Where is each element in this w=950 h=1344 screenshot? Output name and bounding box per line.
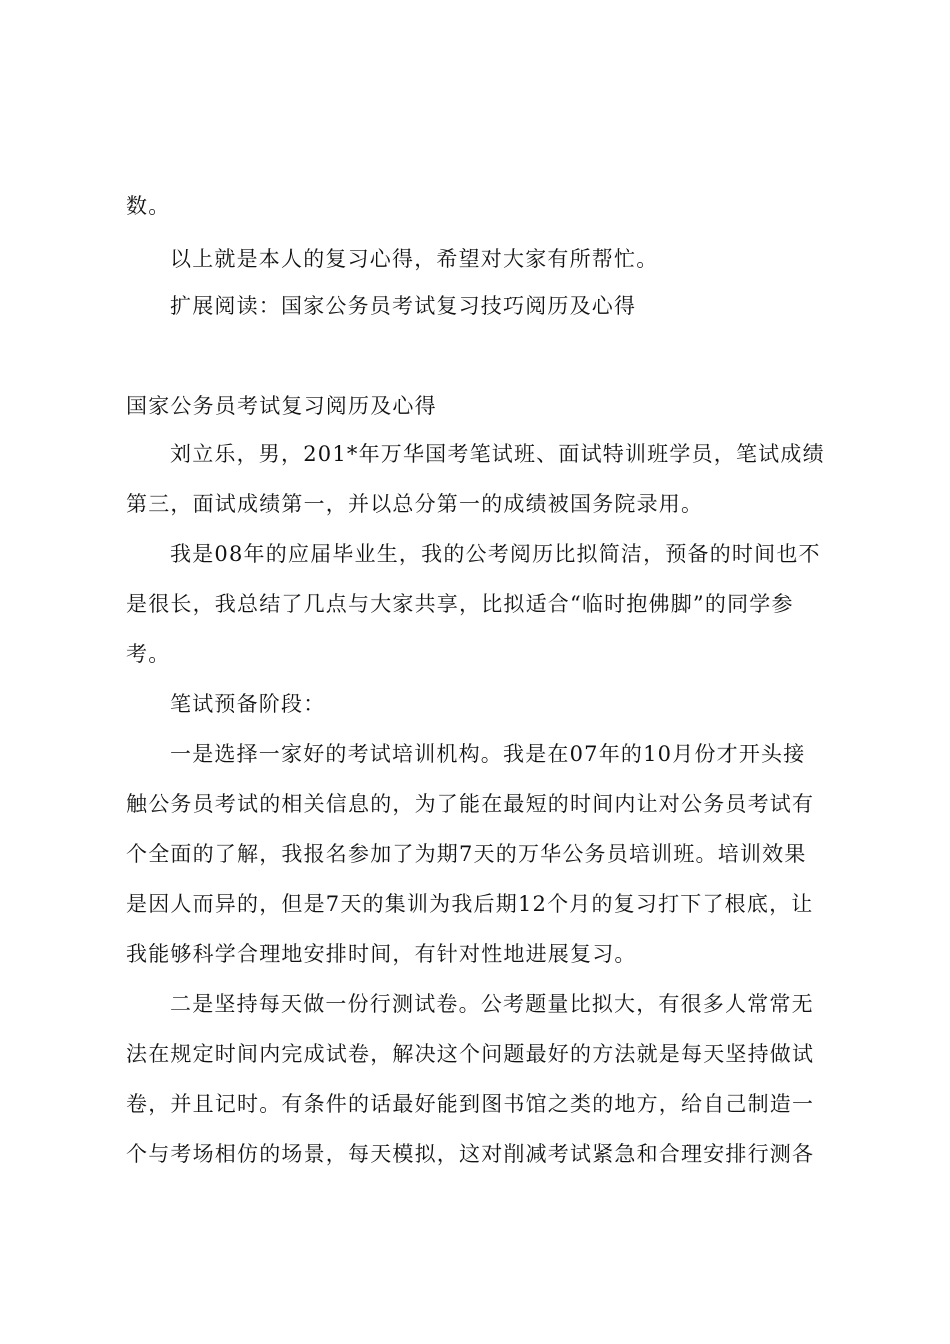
text-line: 是因人而异的，但是7天的集训为我后期12个月的复习打下了根底，让 — [126, 892, 814, 916]
text-line: 一是选择一家好的考试培训机构。我是在07年的10月份才开头接 — [170, 742, 806, 766]
text-line: 卷，并且记时。有条件的话最好能到图书馆之类的地方，给自己制造一 — [126, 1092, 815, 1116]
text-line: 考。 — [126, 642, 171, 666]
text-line: 刘立乐，男，201*年万华国考笔试班、面试特训班学员，笔试成绩 — [170, 442, 825, 466]
text-line: 法在规定时间内完成试卷，解决这个问题最好的方法就是每天坚持做试 — [126, 1042, 815, 1066]
text-line: 个与考场相仿的场景，每天模拟，这对削减考试紧急和合理安排行测各 — [126, 1142, 815, 1166]
text-line: 二是坚持每天做一份行测试卷。公考题量比拟大，有很多人常常无 — [170, 992, 814, 1016]
section-title: 国家公务员考试复习阅历及心得 — [126, 394, 437, 418]
text-line: 我能够科学合理地安排时间，有针对性地进展复习。 — [126, 942, 637, 966]
text-line: 以上就是本人的复习心得，希望对大家有所帮忙。 — [170, 247, 659, 271]
text-line: 数。 — [126, 194, 171, 218]
text-line: 触公务员考试的相关信息的，为了能在最短的时间内让对公务员考试有 — [126, 792, 815, 816]
text-line: 扩展阅读：国家公务员考试复习技巧阅历及心得 — [170, 294, 637, 318]
text-line: 我是08年的应届毕业生，我的公考阅历比拟简洁，预备的时间也不 — [170, 542, 821, 566]
subheading: 笔试预备阶段： — [170, 692, 326, 716]
text-line: 第三，面试成绩第一，并以总分第一的成绩被国务院录用。 — [126, 492, 704, 516]
text-line: 是很长，我总结了几点与大家共享，比拟适合“临时抱佛脚”的同学参 — [126, 592, 794, 616]
text-line: 个全面的了解，我报名参加了为期7天的万华公务员培训班。培训效果 — [126, 842, 807, 866]
